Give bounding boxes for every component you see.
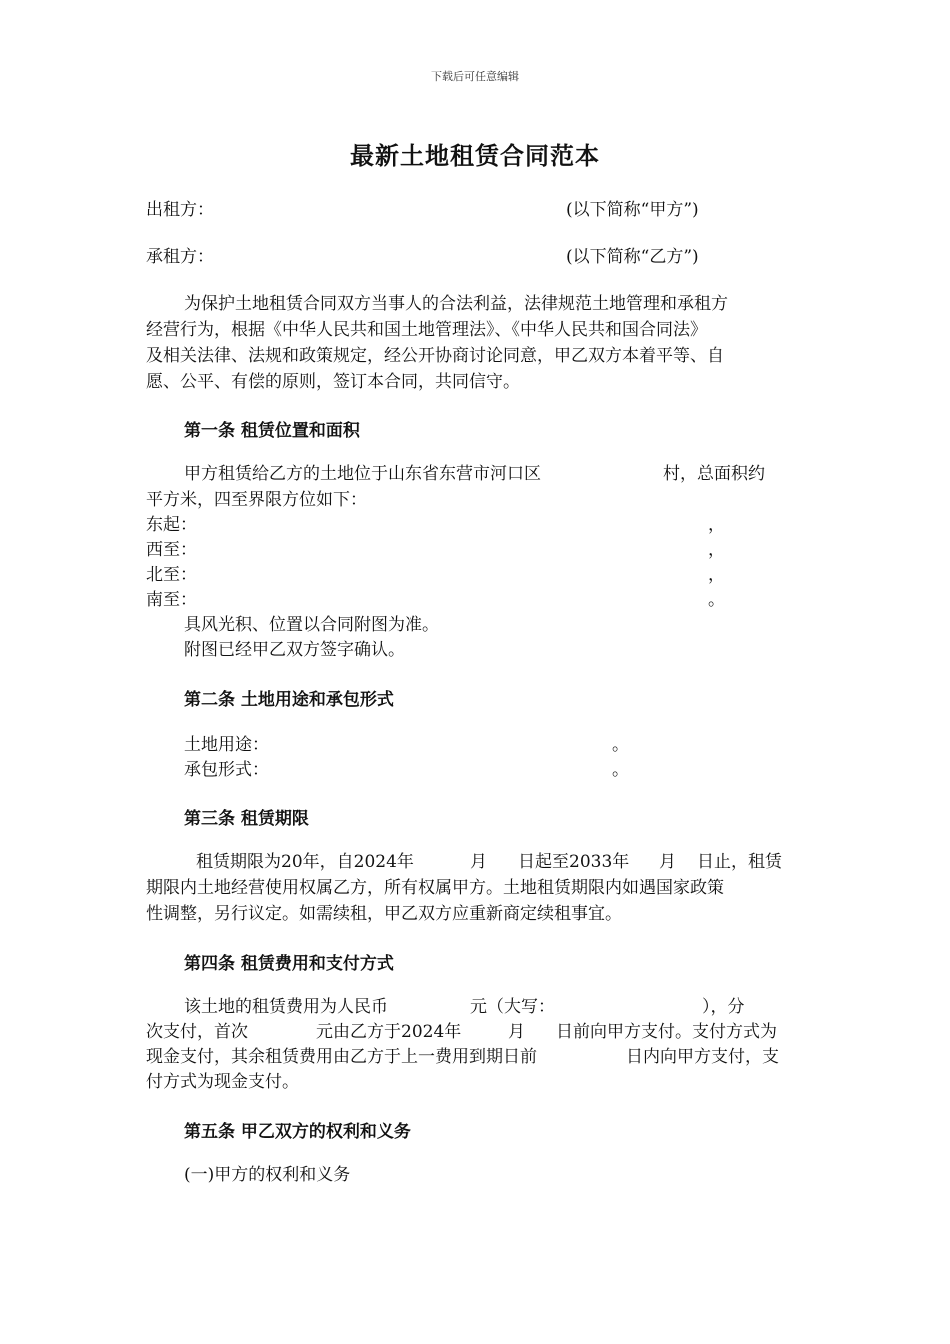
- fee-text: 月: [508, 1022, 525, 1042]
- preamble-line: 愿、公平、有偿的原则，签订本合同，共同信守。: [146, 372, 520, 392]
- fee-text: 元（大写：: [470, 997, 555, 1017]
- preamble-line: 为保护土地租赁合同双方当事人的合法利益，法律规范土地管理和承租方: [184, 294, 728, 314]
- land-use-label: 土地用途：: [184, 735, 269, 755]
- article-2-heading: 第二条 土地用途和承包形式: [184, 690, 394, 710]
- preamble-line: 经营行为，根据《中华人民共和国土地管理法》、《中华人民共和国合同法》: [146, 320, 707, 340]
- boundary-east-punct: ，: [708, 515, 725, 535]
- fee-text: 日内向甲方支付，支: [626, 1047, 779, 1067]
- document-title: 最新土地租赁合同范本: [350, 142, 600, 170]
- lessor-label: 出租方：: [146, 200, 214, 220]
- fee-text: 现金支付，其余租赁费用由乙方于上一费用到期日前: [146, 1047, 537, 1067]
- term-text: 租赁期限为20年，自2024年: [196, 852, 414, 872]
- contract-form-label: 承包形式：: [184, 760, 269, 780]
- boundary-north-punct: ，: [708, 565, 725, 585]
- boundary-north-label: 北至：: [146, 565, 197, 585]
- art1-note: 具风光积、位置以合同附图为准。: [184, 615, 439, 635]
- boundary-west-punct: ，: [708, 540, 725, 560]
- art1-location-text: 甲方租赁给乙方的土地位于山东省东营市河口区: [184, 464, 541, 484]
- boundary-east-label: 东起：: [146, 515, 197, 535]
- term-month: 月: [470, 852, 487, 872]
- fee-text: 日前向甲方支付。支付方式为: [556, 1022, 777, 1042]
- lessee-alias: (以下简称“乙方”): [566, 247, 699, 267]
- art1-note: 附图已经甲乙双方签字确认。: [184, 640, 405, 660]
- fee-text: ），分: [702, 997, 745, 1017]
- article-3-heading: 第三条 租赁期限: [184, 809, 309, 829]
- fee-text: 元由乙方于2024年: [316, 1022, 462, 1042]
- fee-text: 付方式为现金支付。: [146, 1072, 299, 1092]
- preamble-line: 及相关法律、法规和政策规定，经公开协商讨论同意，甲乙双方本着平等、自: [146, 346, 724, 366]
- art1-boundary-intro: 平方米，四至界限方位如下：: [146, 490, 367, 510]
- term-end-text: 日止，租赁: [697, 852, 782, 872]
- fee-text: 次支付，首次: [146, 1022, 248, 1042]
- art5-subheading: (一)甲方的权利和义务: [184, 1165, 351, 1185]
- article-1-heading: 第一条 租赁位置和面积: [184, 421, 360, 441]
- term-month: 月: [659, 852, 676, 872]
- art1-area-text: 村，总面积约: [663, 464, 765, 484]
- boundary-south-punct: 。: [708, 590, 725, 610]
- boundary-south-label: 南至：: [146, 590, 197, 610]
- boundary-west-label: 西至：: [146, 540, 197, 560]
- term-end-year: 日起至2033年: [518, 852, 630, 872]
- lessee-label: 承租方：: [146, 247, 214, 267]
- land-use-punct: 。: [612, 735, 629, 755]
- term-text: 期限内土地经营使用权属乙方，所有权属甲方。土地租赁期限内如遇国家政策: [146, 878, 724, 898]
- header-note: 下载后可任意编辑: [431, 70, 519, 83]
- lessor-alias: (以下简称“甲方”): [566, 200, 699, 220]
- term-text: 性调整，另行议定。如需续租，甲乙双方应重新商定续租事宜。: [146, 904, 622, 924]
- contract-form-punct: 。: [612, 760, 629, 780]
- fee-text: 该土地的租赁费用为人民币: [184, 997, 388, 1017]
- article-5-heading: 第五条 甲乙双方的权利和义务: [184, 1122, 411, 1142]
- article-4-heading: 第四条 租赁费用和支付方式: [184, 954, 394, 974]
